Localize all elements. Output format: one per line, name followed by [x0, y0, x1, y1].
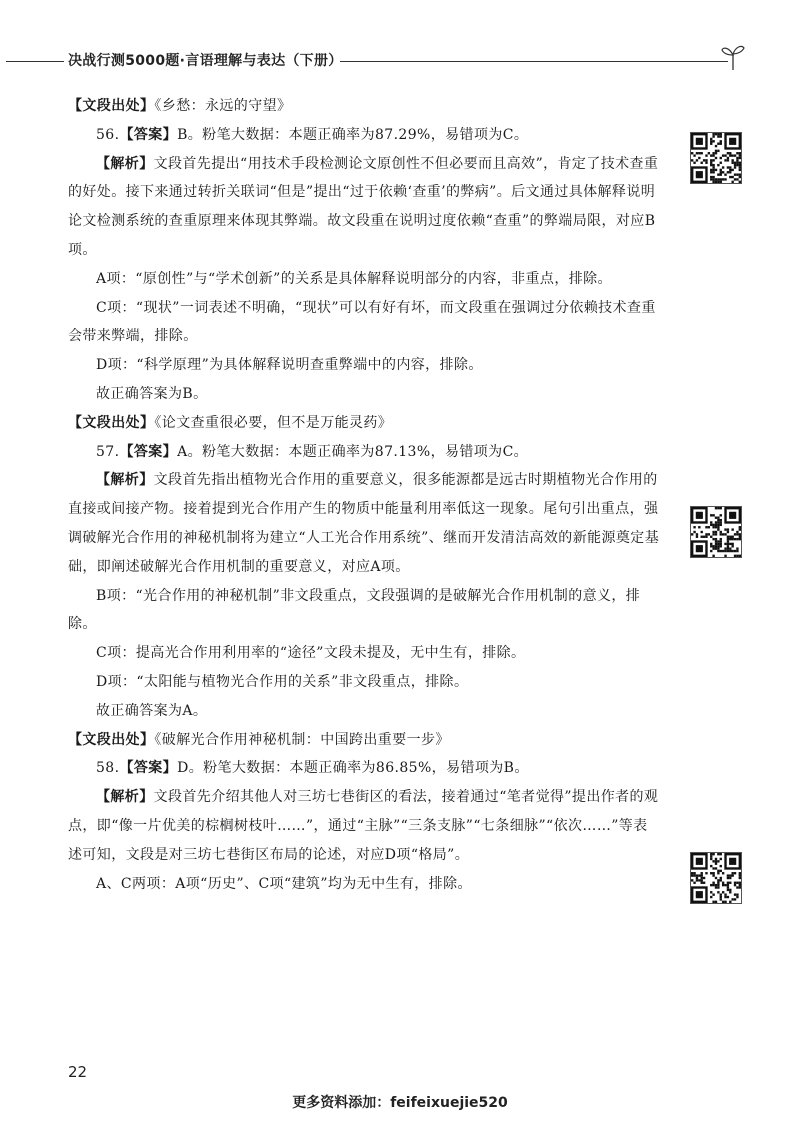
- source-line: [68, 92, 660, 121]
- option-analysis: A、C两项：A项“历史”、C项“建筑”均为无中生有，排除。: [96, 875, 472, 892]
- source-title: 《乡愁：永远的守望》: [154, 98, 292, 114]
- answer-line: [68, 438, 660, 467]
- footer-note: 更多资料添加：feifeixuejie520: [292, 1095, 508, 1111]
- question-number: 56.: [96, 126, 120, 143]
- conclusion: 故正确答案为B。: [96, 385, 208, 402]
- option-analysis: C项：“现状”一词表述不明确，“现状”可以有好有坏，而文段重在强调过分依赖技术查重会带来弊端，排除。: [68, 299, 656, 345]
- source-line: [68, 726, 660, 755]
- answer-text: B。粉笔大数据：本题正确率为87.29%，易错项为C。: [177, 126, 529, 143]
- sprout-icon: [720, 42, 746, 72]
- answer-label: 【答案】: [119, 126, 178, 143]
- analysis-paragraph: [68, 783, 660, 869]
- source-label: 【文段出处】: [68, 414, 155, 431]
- analysis-label: 【解析】: [96, 155, 154, 172]
- option-analysis: A项：“原创性”与“学术创新”的关系是具体解释说明部分的内容，非重点，排除。: [96, 270, 612, 287]
- option-analysis: C项：提高光合作用利用率的“途径”文段未提及，无中生有，排除。: [96, 645, 526, 662]
- analysis-label: 【解析】: [96, 472, 154, 489]
- analysis-text: 文段首先提出“用技术手段检测论文原创性不但必要而且高效”，肯定了技术查重的好处。接下来通过转折关联词“但是”提出“过于依赖‘查重’的弊病”。后文通过具体解释说明论文检测系统的查重原理来体现其弊端。故文段重在说明过度依赖“查重”的弊端局限，对应B项。: [68, 155, 659, 258]
- option-analysis: B项：“光合作用的神秘机制”非文段重点，文段强调的是破解光合作用机制的意义，排除。: [68, 587, 641, 633]
- qr-code-57[interactable]: [690, 506, 742, 558]
- conclusion: 故正确答案为A。: [96, 702, 208, 719]
- page-number: 22: [68, 1063, 88, 1081]
- analysis-paragraph: [68, 466, 660, 581]
- qr-code-56[interactable]: [690, 132, 742, 184]
- source-label: 【文段出处】: [68, 98, 155, 114]
- running-header: [0, 48, 800, 72]
- answer-text: D。粉笔大数据：本题正确率为86.85%，易错项为B。: [177, 760, 529, 777]
- source-title: 《破解光合作用神秘机制：中国跨出重要一步》: [154, 731, 450, 748]
- qr-pattern: [691, 133, 741, 183]
- source-title: 《论文查重很必要，但不是万能灵药》: [154, 414, 393, 431]
- option-analysis: D项：“太阳能与植物光合作用的关系”非文段重点，排除。: [96, 673, 469, 690]
- answer-line: [68, 121, 660, 150]
- analysis-text: 文段首先指出植物光合作用的重要意义，很多能源都是远古时期植物光合作用的直接或间接产物。接着提到光合作用产生的物质中能量利用率低这一现象。尾句引出重点，强调破解光合作用的神秘机制将为建立“人工光合作用系统”、继而开发清洁高效的新能源奠定基础，即阐述破解光合作用机制的重要意义，对应A项。: [68, 472, 660, 575]
- analysis-text: 文段首先介绍其他人对三坊七巷街区的看法，接着通过“笔者觉得”提出作者的观点，即“像一片优美的棕榈树枝叶……”，通过“主脉”“三条支脉”“七条细脉”“依次……”等表述可知，文段是对三坊七巷街区布局的论述，对应D项“格局”。: [68, 789, 659, 863]
- header-rule-left: [6, 61, 64, 62]
- qr-code-58[interactable]: [690, 852, 742, 904]
- question-number: 57.: [96, 443, 120, 460]
- analysis-label: 【解析】: [96, 789, 154, 806]
- answer-explanations: [68, 92, 660, 898]
- answer-text: A。粉笔大数据：本题正确率为87.13%，易错项为C。: [177, 443, 529, 460]
- header-rule-right: [340, 61, 728, 62]
- qr-pattern: [691, 507, 741, 557]
- option-analysis: D项：“科学原理”为具体解释说明查重弊端中的内容，排除。: [96, 357, 483, 374]
- qr-pattern: [691, 853, 741, 903]
- source-label: 【文段出处】: [68, 731, 155, 748]
- question-number: 58.: [96, 760, 120, 777]
- analysis-paragraph: [68, 150, 660, 265]
- source-line: [68, 409, 660, 438]
- answer-label: 【答案】: [119, 760, 178, 777]
- answer-label: 【答案】: [119, 443, 178, 460]
- book-title: 决战行测5000题·言语理解与表达（下册）: [68, 53, 343, 69]
- answer-line: [68, 754, 660, 783]
